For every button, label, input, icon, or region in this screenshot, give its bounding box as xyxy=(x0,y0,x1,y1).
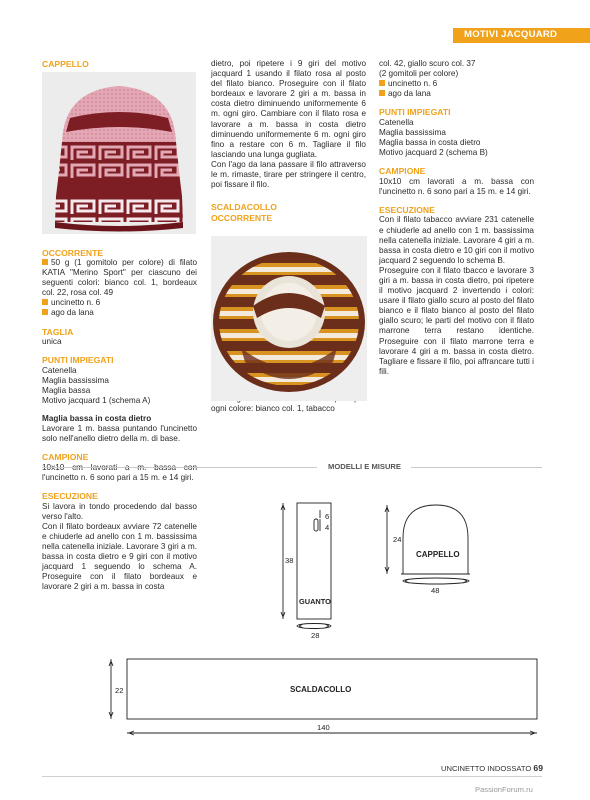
section-title: MOTIVI JACQUARD xyxy=(464,29,558,40)
cowl-campione-text: 10x10 cm lavorati a m. bassa con l'uncinetto n. 6 sono pari a 15 m. e 14 giri. xyxy=(379,176,534,196)
maglia-text: Lavorare 1 m. bassa puntando l'uncinetto solo nell'anello dietro della m. di base. xyxy=(42,424,197,444)
scaldacollo-height-label: 22 xyxy=(115,686,124,695)
cowl-occorrente-cont2: (2 gomitoli per colore) xyxy=(379,69,459,79)
cappello-width-line xyxy=(403,578,469,584)
guanto-width-label: 28 xyxy=(311,631,320,640)
cowl-esecuzione-heading: ESECUZIONE xyxy=(379,204,435,215)
cowl-esecuzione-p2: Proseguire con il filato tbacco e lavorare 3 giri a m. bassa in costa dietro, poi ripetere il motivo jacquard 2 invertendo i colori: usare il filato giallo scuro al posto del filato bianco e il filato bianco al posto del filato giallo scuro; le parti del motivo con il filato marrone terra restano identiche. Proseguire con il filato marrone terra e lavorare 4 giri a m. bassa in costa dietro. Tagliare e fissare il filo, poi affrancare tutti i fili. xyxy=(379,265,534,376)
punto-item: Catenella xyxy=(42,365,77,375)
maglia-heading: Maglia bassa in costa dietro xyxy=(42,414,152,424)
hat-occorrente-item: uncinetto n. 6 xyxy=(42,298,197,308)
cowl-campione-heading: CAMPIONE xyxy=(379,166,426,177)
cowl-occorrente-item: ago da lana xyxy=(379,89,534,99)
cowl-title: SCALDACOLLO xyxy=(211,202,277,213)
punto-item: Catenella xyxy=(379,117,414,127)
cowl-esecuzione-p1: Con il filato tabacco avviare 231 catenelle e chiuderle ad anello con 1 m. bassissima nella catenella iniziale. Lavorare 4 giri a m. bassa in costa dietro e 10 giri con il motivo jacquard 2 seguendo lo schema B. xyxy=(379,215,534,265)
cowl-punti-heading: PUNTI IMPIEGATI xyxy=(379,107,451,118)
hat-title: CAPPELLO xyxy=(42,59,89,69)
hat-occorrente-item: ago da lana xyxy=(42,308,197,318)
taglia-heading: TAGLIA xyxy=(42,326,74,337)
punto-item: Maglia bassissima xyxy=(379,127,446,137)
page-number: 69 xyxy=(533,763,543,773)
scaldacollo-width-label: 140 xyxy=(317,723,330,732)
hat-esecuzione-p2: Con il filato bordeaux avviare 72 catenelle e chiuderle ad anello con 1 m. bassissima nella catenella iniziale. Lavorare 3 giri a m. bassa in costa dietro e 9 giri con il motivo jacquard 1 seguendo lo schema A. Proseguire con il filato bordeaux e lavorare 2 giri a m. bassa in costa xyxy=(42,521,197,592)
hat-esecuzione-cont: dietro, poi ripetere i 9 giri del motivo jacquard 1 usando il filato rosa al posto del filato bianco. Proseguire con il filato bordeaux e lavorare 2 giri a m. bassa in costa dietro diminuendo uniformemente 6 m. ogni giro. Cambiare con il filato rosa e lavorare a m. bassa in costa dietro diminuendo uniformemente 6 m. ogni giro fino a restare con 6 m. Tagliare il filo lasciando una lunga gugliata. xyxy=(211,59,366,159)
punto-item: Maglia bassissima xyxy=(42,375,109,385)
hat-esecuzione-heading: ESECUZIONE xyxy=(42,491,98,501)
guanto-thumb-hole xyxy=(314,519,318,531)
punto-item: Motivo jacquard 2 (schema B) xyxy=(379,148,488,158)
hat-occorrente-heading: OCCORRENTE xyxy=(42,247,104,258)
cappello-label: CAPPELLO xyxy=(416,550,460,559)
magazine-name: UNCINETTO INDOSSATO xyxy=(441,764,532,773)
cappello-width-label: 48 xyxy=(431,586,440,595)
hat-occorrente-item: 50 g (1 gomitolo per colore) di filato KATIA "Merino Sport" per ciascuno dei seguenti colori: bianco col. 1, bordeaux col. 22, rosa col. 49 xyxy=(42,258,197,298)
taglia-value: unica xyxy=(42,337,62,347)
watermark: PassionForum.ru xyxy=(475,785,533,794)
hat-esecuzione-cont2: Con l'ago da lana passare il filo attraverso le m. rimaste, tirare per stringere il centro, poi fissare il filo. xyxy=(211,159,366,190)
scaldacollo-label: SCALDACOLLO xyxy=(290,685,352,694)
hat-punti-heading: PUNTI IMPIEGATI xyxy=(42,355,114,366)
hat-campione-heading: CAMPIONE xyxy=(42,452,89,463)
cowl-occorrente-item: uncinetto n. 6 xyxy=(379,79,534,89)
page-footer xyxy=(441,763,543,773)
hat-esecuzione-p1: Si lavora in tondo procedendo dal basso verso l'alto. xyxy=(42,501,197,521)
guanto-height-label: 38 xyxy=(285,556,294,565)
cappello-height-label: 24 xyxy=(393,535,402,544)
hat-campione-text: l'uncinetto n. 6 sono pari a 15 m. e 14 giri. xyxy=(42,472,194,482)
footer-rule xyxy=(42,776,542,777)
cowl-occorrente-cont: col. 42, giallo scuro col. 37 xyxy=(379,59,476,68)
cappello-outline xyxy=(403,505,468,574)
guanto-label: GUANTO xyxy=(299,597,331,606)
modelli-title: MODELLI E MISURE xyxy=(325,462,404,471)
cowl-occorrente-heading: OCCORRENTE xyxy=(211,212,273,223)
punto-item: Maglia bassa in costa dietro xyxy=(379,138,481,148)
punto-item: Motivo jacquard 1 (schema A) xyxy=(42,395,151,405)
punto-item: Maglia bassa xyxy=(42,385,91,395)
guanto-hole-size-label: 4 xyxy=(325,523,330,532)
guanto-hole-top-label: 6 xyxy=(325,512,330,521)
cowl-occorrente-item: ogni colore: bianco col. 1, tabacco xyxy=(211,394,366,414)
